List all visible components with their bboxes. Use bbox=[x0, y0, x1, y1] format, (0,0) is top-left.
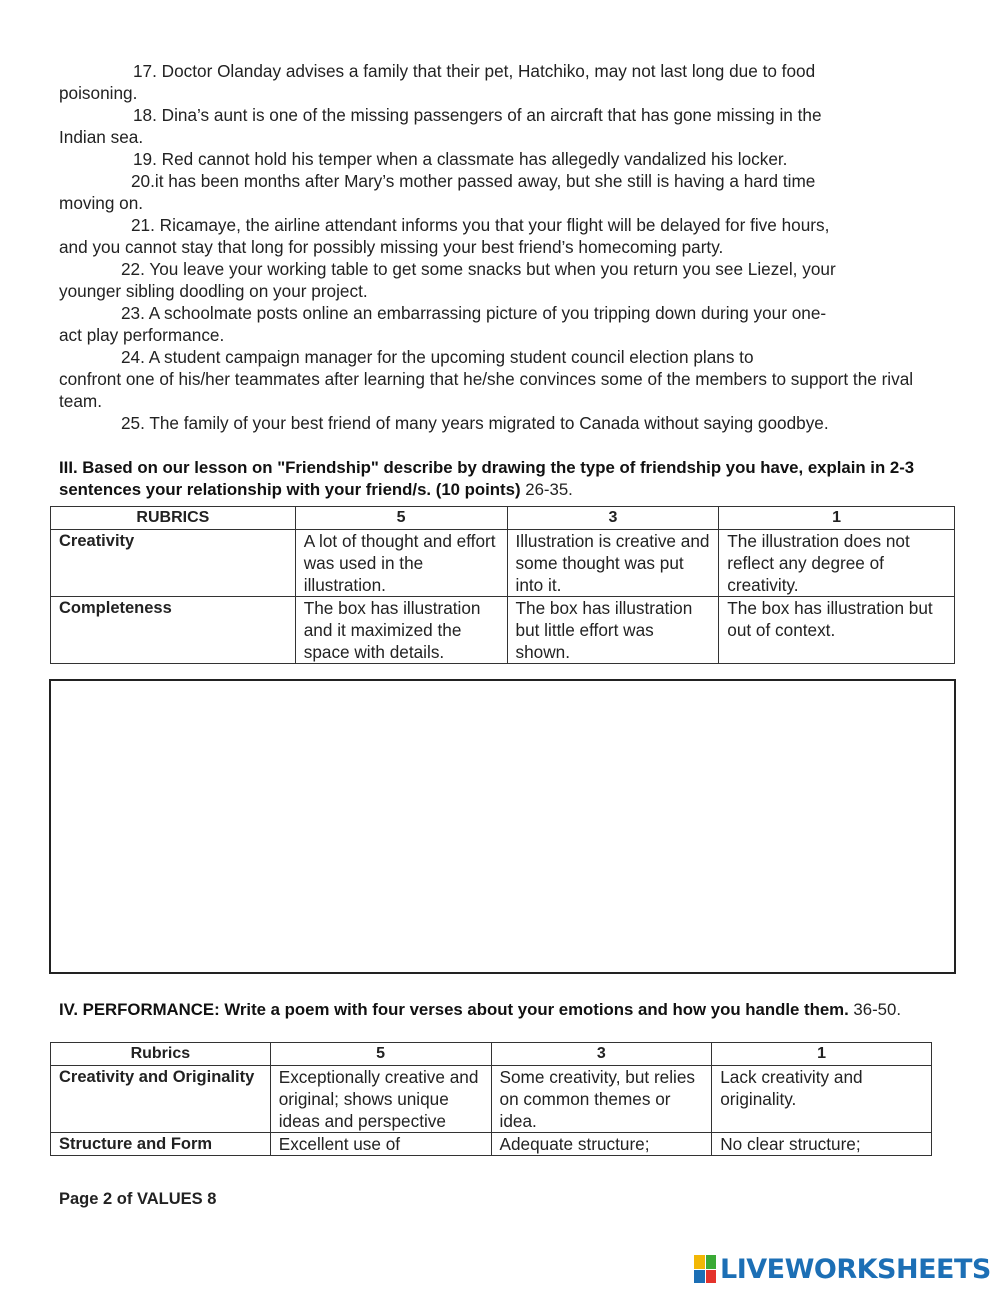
scenario-item: 18. Dina’s aunt is one of the missing passengers of an aircraft that has gone missing in the Indian sea. bbox=[59, 105, 822, 147]
table-row bbox=[51, 597, 955, 664]
scenario-item: 22. You leave your working table to get some snacks but when you return you see Liezel, your younger sibling doodling on your project. bbox=[59, 259, 836, 301]
page-footer: Page 2 of VALUES 8 bbox=[59, 1190, 217, 1208]
table-cell: The box has illustration and it maximized the space with details. bbox=[295, 597, 507, 664]
scenario-list bbox=[59, 60, 949, 434]
scenario-item: 21. Ricamaye, the airline attendant informs you that your flight will be delayed for five hours, and you cannot stay that long for possibly missing your best friend’s homecoming party. bbox=[59, 215, 830, 257]
table-cell: No clear structure; bbox=[712, 1133, 932, 1156]
table-header-row bbox=[51, 507, 955, 530]
liveworksheets-logo-icon bbox=[694, 1255, 716, 1283]
header-cell: Rubrics bbox=[51, 1043, 271, 1066]
scenario-item: 23. A schoolmate posts online an embarrassing picture of you tripping down during your one- act play performance. bbox=[59, 303, 827, 345]
table-cell: Lack creativity and originality. bbox=[712, 1066, 932, 1133]
section-3-heading: III. Based on our lesson on "Friendship" describe by drawing the type of friendship you have, explain in 2-3 sentences your relationship with your friend/s. (10 points) 26-35. bbox=[59, 458, 915, 499]
liveworksheets-logo bbox=[694, 1254, 991, 1284]
header-cell: 3 bbox=[507, 507, 719, 530]
table-cell: The box has illustration but out of context. bbox=[719, 597, 955, 664]
table-cell: Excellent use of bbox=[270, 1133, 491, 1156]
poem-rubric-table bbox=[50, 1042, 932, 1156]
drawing-answer-box[interactable] bbox=[49, 679, 956, 974]
table-row bbox=[51, 1133, 932, 1156]
header-cell: RUBRICS bbox=[51, 507, 296, 530]
header-cell: 3 bbox=[491, 1043, 712, 1066]
table-row bbox=[51, 1066, 932, 1133]
criterion-cell: Completeness bbox=[51, 597, 296, 664]
scenario-item: 17. Doctor Olanday advises a family that their pet, Hatchiko, may not last long due to food poisoning. bbox=[59, 61, 816, 103]
section-4-heading: IV. PERFORMANCE: Write a poem with four verses about your emotions and how you handle them. 36-50. bbox=[59, 1000, 902, 1019]
criterion-cell: Structure and Form bbox=[51, 1133, 271, 1156]
header-cell: 1 bbox=[719, 507, 955, 530]
table-cell: The illustration does not reflect any degree of creativity. bbox=[719, 530, 955, 597]
criterion-cell: Creativity and Originality bbox=[51, 1066, 271, 1133]
table-cell: Exceptionally creative and original; shows unique ideas and perspective bbox=[270, 1066, 491, 1133]
table-cell: Illustration is creative and some thought was put into it. bbox=[507, 530, 719, 597]
table-cell: Adequate structure; bbox=[491, 1133, 712, 1156]
criterion-cell: Creativity bbox=[51, 530, 296, 597]
logo-text: LIVEWORKSHEETS bbox=[720, 1253, 991, 1285]
scenario-item: 19. Red cannot hold his temper when a classmate has allegedly vandalized his locker. bbox=[133, 149, 788, 169]
scenario-item: 25. The family of your best friend of many years migrated to Canada without saying goodbye. bbox=[121, 413, 829, 433]
header-cell: 5 bbox=[270, 1043, 491, 1066]
friendship-rubric-table bbox=[50, 506, 955, 664]
header-cell: 5 bbox=[295, 507, 507, 530]
table-cell: The box has illustration but little effort was shown. bbox=[507, 597, 719, 664]
header-cell: 1 bbox=[712, 1043, 932, 1066]
table-header-row bbox=[51, 1043, 932, 1066]
table-cell: Some creativity, but relies on common themes or idea. bbox=[491, 1066, 712, 1133]
scenario-item: 20.it has been months after Mary’s mother passed away, but she still is having a hard time moving on. bbox=[59, 171, 816, 213]
table-cell: A lot of thought and effort was used in the illustration. bbox=[295, 530, 507, 597]
table-row bbox=[51, 530, 955, 597]
scenario-item: 24. A student campaign manager for the upcoming student council election plans to confront one of his/her teammates after learning that he/she convinces some of the members to support the rival team. bbox=[59, 347, 914, 411]
